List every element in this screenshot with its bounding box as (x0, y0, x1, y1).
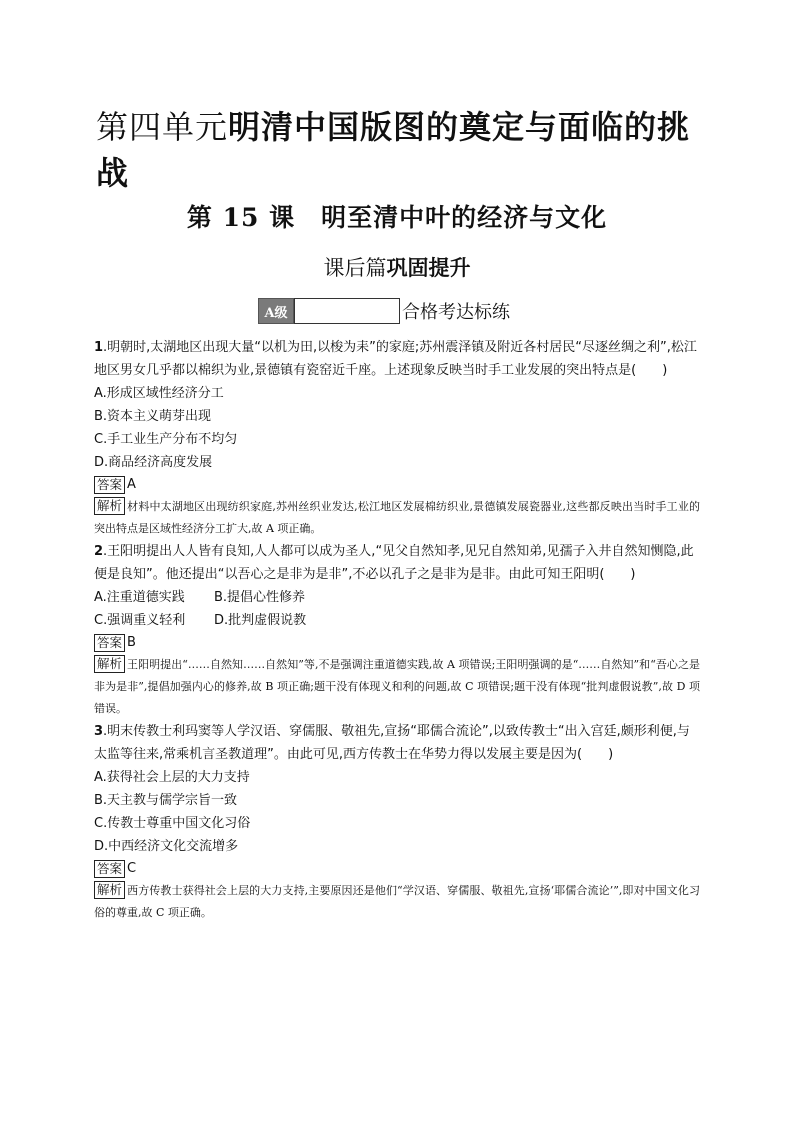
answer-tag: 答案 (94, 860, 125, 878)
question-stem (94, 720, 700, 766)
analysis-text (94, 654, 700, 720)
question-1 (94, 336, 700, 540)
option-d: D.商品经济高度发展 (94, 455, 213, 470)
analysis-body: 王阳明提出“……自然知……自然知”等,不是强调注重道德实践,故 A 项错误;王阳明强调的是“……自然知”和“吾心之是非为是非”,提倡加强内心的修养,故 B 项正确;题干没有体现义和利的问题,故 C 项错误;题干没有体现“批判虚假说教”,故 D 项错误。 (94, 658, 700, 715)
option-c: C.强调重义轻利 (94, 613, 186, 628)
analysis-text (94, 496, 700, 540)
lesson-title: 第 15 课 明至清中叶的经济与文化 (186, 203, 608, 232)
analysis-tag: 解析 (94, 881, 125, 899)
answer-tag: 答案 (94, 476, 125, 494)
question-2 (94, 540, 700, 720)
question-text: .明朝时,太湖地区出现大量“以机为田,以梭为耒”的家庭;苏州震泽镇及附近各村居民“尽逐丝绸之利”,松江地区男女几乎都以棉织为业,景德镇有瓷窑近千座。上述现象反映当时手工业发展的突出特点是( ) (94, 340, 697, 378)
answer-line (94, 632, 700, 654)
section-subtitle (0, 252, 794, 282)
option-b: B.提倡心性修养 (214, 590, 306, 605)
level-blank-box (294, 298, 400, 324)
question-list (94, 336, 700, 924)
option-row (94, 609, 700, 632)
question-text: .明末传教士利玛窦等人学汉语、穿儒服、敬祖先,宣扬“耶儒合流论”,以致传教士“出入宫廷,颇形利便,与太监等往来,常乘机言圣教道理”。由此可见,西方传教士在华势力得以发展主要是因为( ) (94, 724, 690, 762)
unit-prefix: 第四单元 (96, 108, 229, 146)
level-header (258, 295, 510, 327)
question-3 (94, 720, 700, 924)
option-d: D.批判虚假说教 (214, 613, 307, 628)
answer-tag: 答案 (94, 634, 125, 652)
analysis-body: 材料中太湖地区出现纺织家庭,苏州丝织业发达,松江地区发展棉纺织业,景德镇发展瓷器业,这些都反映出当时手工业的突出特点是区域性经济分工扩大,故 A 项正确。 (94, 500, 700, 535)
option-c: C.手工业生产分布不均匀 (94, 432, 238, 447)
analysis-body: 西方传教士获得社会上层的大力支持,主要原因还是他们“学汉语、穿儒服、敬祖先,宣扬‘耶儒合流论’”,即对中国文化习俗的尊重,故 C 项正确。 (94, 884, 700, 919)
answer-value: A (127, 477, 136, 492)
answer-line (94, 858, 700, 880)
option-a: A.形成区域性经济分工 (94, 386, 224, 401)
unit-title (96, 104, 716, 196)
option-b: B.天主教与儒学宗旨一致 (94, 793, 238, 808)
option-d: D.中西经济文化交流增多 (94, 839, 239, 854)
answer-value: C (127, 861, 137, 876)
analysis-text (94, 880, 700, 924)
unit-title-text: 明清中国版图的奠定与面临的挑战 (96, 108, 691, 192)
question-number: 1 (94, 340, 104, 355)
level-text: 合格考达标练 (402, 302, 510, 323)
question-stem (94, 540, 700, 586)
question-text: .王阳明提出人人皆有良知,人人都可以成为圣人,“见父自然知孝,见兄自然知弟,见孺子入井自然知恻隐,此便是良知”。他还提出“以吾心之是非为是非”,不必以孔子之是非为是非。由此可知王阳明( ) (94, 544, 694, 582)
analysis-tag: 解析 (94, 655, 125, 673)
answer-value: B (127, 635, 136, 650)
question-number: 2 (94, 544, 104, 559)
option-a: A.注重道德实践 (94, 590, 185, 605)
option-b: B.资本主义萌芽出现 (94, 409, 212, 424)
question-stem (94, 336, 700, 382)
answer-line (94, 474, 700, 496)
question-number: 3 (94, 724, 104, 739)
subtitle-prefix: 课后篇 (323, 256, 387, 280)
level-badge: A级 (258, 298, 294, 324)
analysis-tag: 解析 (94, 497, 125, 515)
option-a: A.获得社会上层的大力支持 (94, 770, 250, 785)
subtitle-bold: 巩固提升 (386, 256, 471, 280)
option-c: C.传教士尊重中国文化习俗 (94, 816, 251, 831)
option-row (94, 586, 700, 609)
